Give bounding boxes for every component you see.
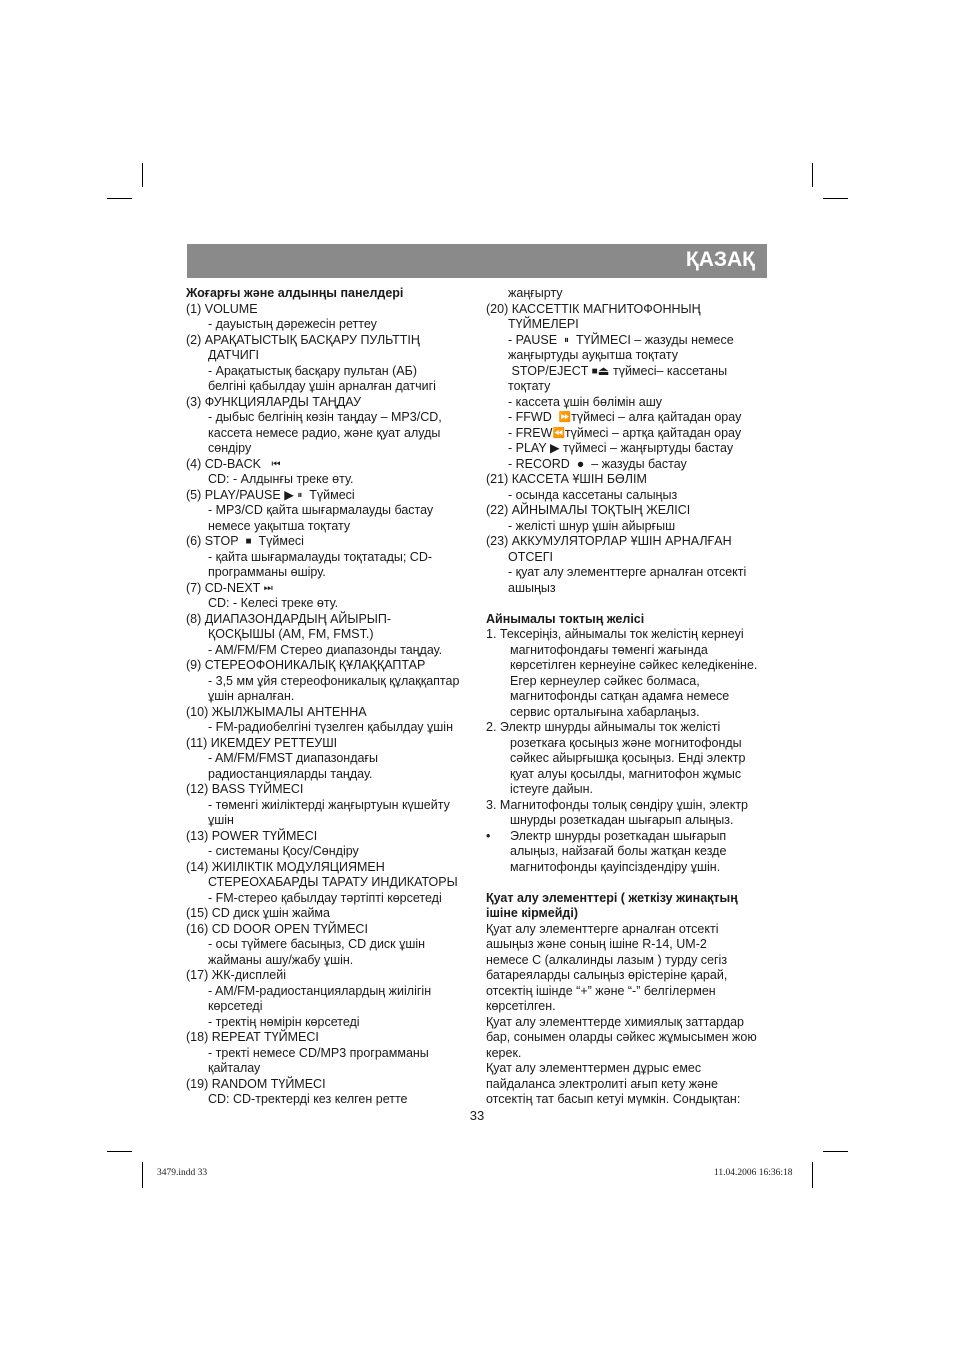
item-description: жаңғыртуды ауқытша тоқтату (508, 348, 678, 362)
item-description: ұшін арналған. (208, 689, 295, 703)
list-item-continuation: ҚОСҚЫШЫ (AM, FM, FMST.) (208, 627, 374, 641)
section-heading: Айнымалы токтың желісі (486, 611, 645, 626)
list-item: (18) REPEAT ТҮЙМЕСІ (186, 1030, 319, 1044)
item-description: - осы түймеге басыңыз, CD диск ұшін (208, 937, 426, 951)
paragraph-line: керек. (486, 1045, 522, 1060)
item-description: - осында кассетаны салыңыз (508, 487, 678, 502)
crop-mark (812, 1162, 813, 1188)
paragraph-line: розеткаға қосыңыз және могнитофонды (510, 735, 742, 750)
item-description: - кассета ұшін бөлімін ашу (508, 394, 662, 409)
item-description: белгіні қабылдау ұшін арналған датчигі (208, 379, 436, 393)
list-item: (14) ЖИІЛІКТІК МОДУЛЯЦИЯМЕН (186, 859, 385, 874)
paragraph-line: көрсетілген кернеуіне сәйкес келедікеніне. (510, 658, 758, 672)
paragraph-line: көрсетілген. (486, 999, 556, 1013)
paragraph-line: отсектің ішінде “+” және “-” белгілермен (486, 983, 716, 998)
paragraph-line: Қуат алу элементтермен дұрыс емес (486, 1061, 702, 1075)
left-column (186, 286, 474, 1108)
list-item-label: Түймесі (309, 487, 355, 502)
crop-mark (823, 1151, 848, 1152)
item-description: қайталау (208, 1061, 261, 1075)
item-label: - PAUSE (508, 332, 558, 347)
list-item: (2) АРАҚАТЫСТЫҚ БАСҚАРУ ПУЛЬТТІҢ (186, 332, 420, 347)
item-description: жайманы ашу/жабу ұшін. (208, 952, 354, 967)
paragraph-line: магнитофонды сатқан адамға немесе (510, 689, 730, 703)
list-item: (23) АККУМУЛЯТОРЛАР ҰШІН АРНАЛҒАН (486, 534, 732, 548)
item-description (486, 410, 776, 426)
paragraph-line: 2. Электр шнурды айнымалы ток желісті (486, 720, 721, 734)
item-label: түймесі – артқа қайтадан орау (564, 425, 742, 440)
list-item-continuation: СТЕРЕОХАБАРДЫ ТАРАТУ ИНДИКАТОРЫ (208, 875, 458, 889)
language-title: ҚАЗАҚ (685, 248, 755, 271)
spacer (486, 875, 776, 891)
paragraph-line: шнурды розеткадан шығарып алыңыз. (510, 813, 734, 827)
play-icon: ▶ (284, 487, 294, 502)
item-description (486, 457, 776, 473)
pause-icon: ⏸ (564, 334, 570, 346)
list-item: (8) ДИАПАЗОНДАРДЫҢ АЙЫРЫП- (186, 611, 392, 626)
section-heading: Қуат алу элементтері ( жеткізу жинақтың (486, 890, 738, 905)
list-item (186, 488, 474, 504)
item-description: - тректі немесе CD/MP3 программаны (208, 1045, 429, 1060)
list-item: (22) АЙНЫМАЛЫ ТОҚТЫҢ ЖЕЛІСІ (486, 503, 691, 517)
item-description: - 3,5 мм ұйя стереофоникалық құлаққаптар (208, 673, 460, 688)
item-description: - AM/FM/FM Стерео диапазонды таңдау. (208, 642, 443, 657)
language-header-bar (187, 244, 767, 278)
item-description (486, 441, 776, 457)
paragraph-line: Қуат алу элементтерде химиялық заттардар (486, 1014, 745, 1029)
item-description: сөндіру (208, 441, 252, 455)
paragraph-line: немесе С (алкалинды лазым ) турду сегіз (486, 952, 728, 967)
list-item: (17) ЖК-дисплейі (186, 968, 286, 982)
fast-forward-icon: ⏩ (558, 412, 572, 423)
date-slug: 11.04.2006 16:36:18 (714, 1168, 793, 1178)
list-item: (12) BASS ТҮЙМЕСІ (186, 782, 304, 796)
item-description: - дауыстың дәрежесін реттеу (208, 317, 377, 331)
right-column (486, 286, 776, 1108)
item-description: - системаны Қосу/Сөндіру (208, 844, 359, 858)
list-item: (13) POWER ТҮЙМЕСІ (186, 828, 318, 843)
item-description: CD: - Келесі треке өту. (208, 596, 339, 610)
spacer (486, 596, 776, 612)
stop-icon: ■ (245, 536, 252, 547)
list-item: (1) VOLUME (186, 301, 258, 316)
list-item (186, 581, 474, 597)
list-item (186, 534, 474, 550)
list-item: (19) RANDOM ТҮЙМЕСІ (186, 1076, 326, 1091)
item-description: - қайта шығармалауды тоқтатады; CD- (208, 549, 433, 564)
item-label: түймесі – алға қайтадан орау (571, 410, 742, 424)
paragraph-line: магнитофондағы төменгі жағында (510, 642, 708, 657)
item-description: жаңғырту (508, 286, 563, 300)
item-description: - тректің нөмірін көрсетеді (208, 1014, 360, 1029)
paragraph-line: бар, сонымен оларды сәйкес жұмысымен жою (486, 1030, 757, 1044)
item-label: - RECORD (508, 456, 570, 471)
paragraph-line: Қуат алу элементтерге арналған отсекті (486, 921, 719, 936)
list-item-continuation: ДАТЧИГІ (208, 348, 260, 362)
item-description: - дыбыс белгінің көзін таңдау – MP3/CD, (208, 410, 442, 424)
item-label: STOP/EJECT (511, 363, 589, 378)
bullet-icon: • (486, 828, 491, 843)
paragraph-line: батареяларды салыңыз өрістеріне қарай, (486, 968, 728, 982)
paragraph-line: ашыңыз және соның ішіне R-14, UM-2 (486, 937, 707, 951)
paragraph-line: Егер кернеулер сәйкес болмаса, (510, 673, 700, 688)
crop-mark (823, 198, 848, 199)
item-description: көрсетеді (208, 999, 263, 1013)
paragraph-line: сервис орталығына хабарлаңыз. (510, 704, 700, 719)
crop-mark (107, 198, 132, 199)
item-description: немесе уақытша тоқтату (208, 518, 351, 533)
item-description: кассета немесе радио, және қуат алуды (208, 425, 441, 440)
paragraph-line: алыңыз, найзағай болы жатқан кезде (510, 844, 727, 858)
paragraph-line: отсектің тат басып кетуі мүмкін. Сондықтан: (486, 1092, 741, 1106)
item-description: радиостанцияларды таңдау. (208, 766, 373, 781)
item-label: түймесі– кассетаны (612, 363, 728, 378)
item-label: түймесі – жаңғыртуды бастау (563, 441, 734, 455)
item-description: CD: - Алдынғы треке өту. (208, 472, 354, 486)
paragraph-text: Электр шнурды розеткадан шығарып (510, 828, 727, 843)
rewind-icon: ⏪ (552, 427, 565, 439)
paragraph-line: пайдаланса электролиті ағып кету және (486, 1076, 718, 1091)
list-item-label: (5) PLAY/PAUSE (186, 487, 281, 502)
item-label: – жазуды бастау (591, 456, 687, 471)
list-item-continuation: ТҮЙМЕЛЕРІ (508, 317, 579, 331)
item-description (486, 364, 776, 380)
eject-icon: ⏏ (597, 363, 610, 378)
item-description: - AM/FM/FMST диапазондағы (208, 751, 379, 765)
crop-mark (142, 163, 143, 187)
item-description: тоқтату (508, 379, 551, 393)
paragraph-line: сәйкес айырғышқа қосыңыз. Енді электр (510, 751, 746, 765)
list-item: (11) ИКЕМДЕУ РЕТТЕУШІ (186, 735, 338, 750)
list-item-label: Түймесі (258, 534, 304, 548)
stop-icon: ■ (591, 365, 598, 377)
item-description: - FM-радиобелгіні түзелген қабылдау ұшін (208, 720, 453, 734)
item-description: ұшін (208, 813, 234, 827)
crop-mark (107, 1151, 132, 1152)
item-description (486, 426, 776, 442)
item-description: - қуат алу элементтерге арналған отсекті (508, 565, 747, 579)
item-label: - PLAY (508, 441, 547, 455)
item-label: ТҮЙМЕСІ – жазуды немесе (576, 332, 734, 347)
skip-next-icon: ⏭ (263, 582, 273, 594)
crop-mark (812, 163, 813, 187)
play-icon: ▶ (549, 441, 560, 455)
page-number: 33 (469, 1108, 485, 1123)
list-item-label: (4) CD-BACK (186, 456, 262, 471)
paragraph-line: магнитофонды қауіпсіздендіру ұшін. (510, 859, 721, 874)
list-item-label: (6) STOP (186, 534, 239, 548)
item-description: CD: CD-тректерді кез келген ретте (208, 1092, 408, 1106)
list-item: (15) CD диск ұшін жайма (186, 906, 330, 920)
list-item: (21) КАССЕТА ҰШІН БӨЛІМ (486, 472, 647, 486)
section-heading: Жоғарғы және алдынңы панелдері (186, 286, 404, 300)
skip-back-icon: ⏮ (271, 458, 281, 470)
paragraph-line: 3. Магнитофонды толық сөндіру ұшін, электр (486, 797, 749, 812)
item-description (486, 333, 776, 349)
crop-mark (142, 1162, 143, 1188)
record-icon: ● (576, 456, 585, 471)
item-description: ашыңыз (508, 580, 556, 595)
list-item: (3) ФУНКЦИЯЛАРДЫ ТАҢДАУ (186, 394, 362, 409)
item-description: программаны өшіру. (208, 565, 326, 579)
list-item: (16) CD DOOR OPEN ТҮЙМЕСІ (186, 921, 368, 936)
list-item: (9) СТЕРЕОФОНИКАЛЫҚ ҚҰЛАҚҚАПТАР (186, 658, 426, 672)
bullet-line (486, 829, 776, 845)
paragraph-line: қуат алуы қосылды, магнитофон жұмыс (510, 766, 742, 781)
item-description: - төменгі жиіліктерді жаңғыртуын күшейту (208, 797, 450, 812)
paragraph-line: істеуге дайын. (510, 782, 593, 796)
list-item-label: (7) CD-NEXT (186, 580, 261, 595)
paragraph-line: 1. Тексеріңіз, айнымалы ток желістің кернеуі (486, 627, 744, 641)
item-label: - FFWD (508, 410, 552, 424)
list-item-continuation: ОТСЕГІ (508, 549, 553, 564)
item-description: - MP3/CD қайта шығармалауды бастау (208, 503, 434, 517)
item-description: - желісті шнур ұшін айырғыш (508, 518, 676, 533)
item-description: - AM/FM-радиостанциялардың жиілігін (208, 983, 432, 998)
item-description: - Арақатыстық басқару пультан (АБ) (208, 363, 418, 378)
section-heading-continuation: ішіне кірмейді) (486, 906, 578, 920)
list-item (186, 457, 474, 473)
list-item: (10) ЖЫЛЖЫМАЛЫ АНТЕННА (186, 704, 367, 719)
list-item: (20) КАССЕТТІК МАГНИТОФОННЫҢ (486, 301, 701, 316)
item-description: - FM-стерео қабылдау тәртіпті көрсетеді (208, 890, 442, 905)
item-label: - FREW (508, 425, 553, 440)
pause-icon: ⏸ (297, 489, 303, 501)
file-slug: 3479.indd 33 (157, 1168, 208, 1178)
